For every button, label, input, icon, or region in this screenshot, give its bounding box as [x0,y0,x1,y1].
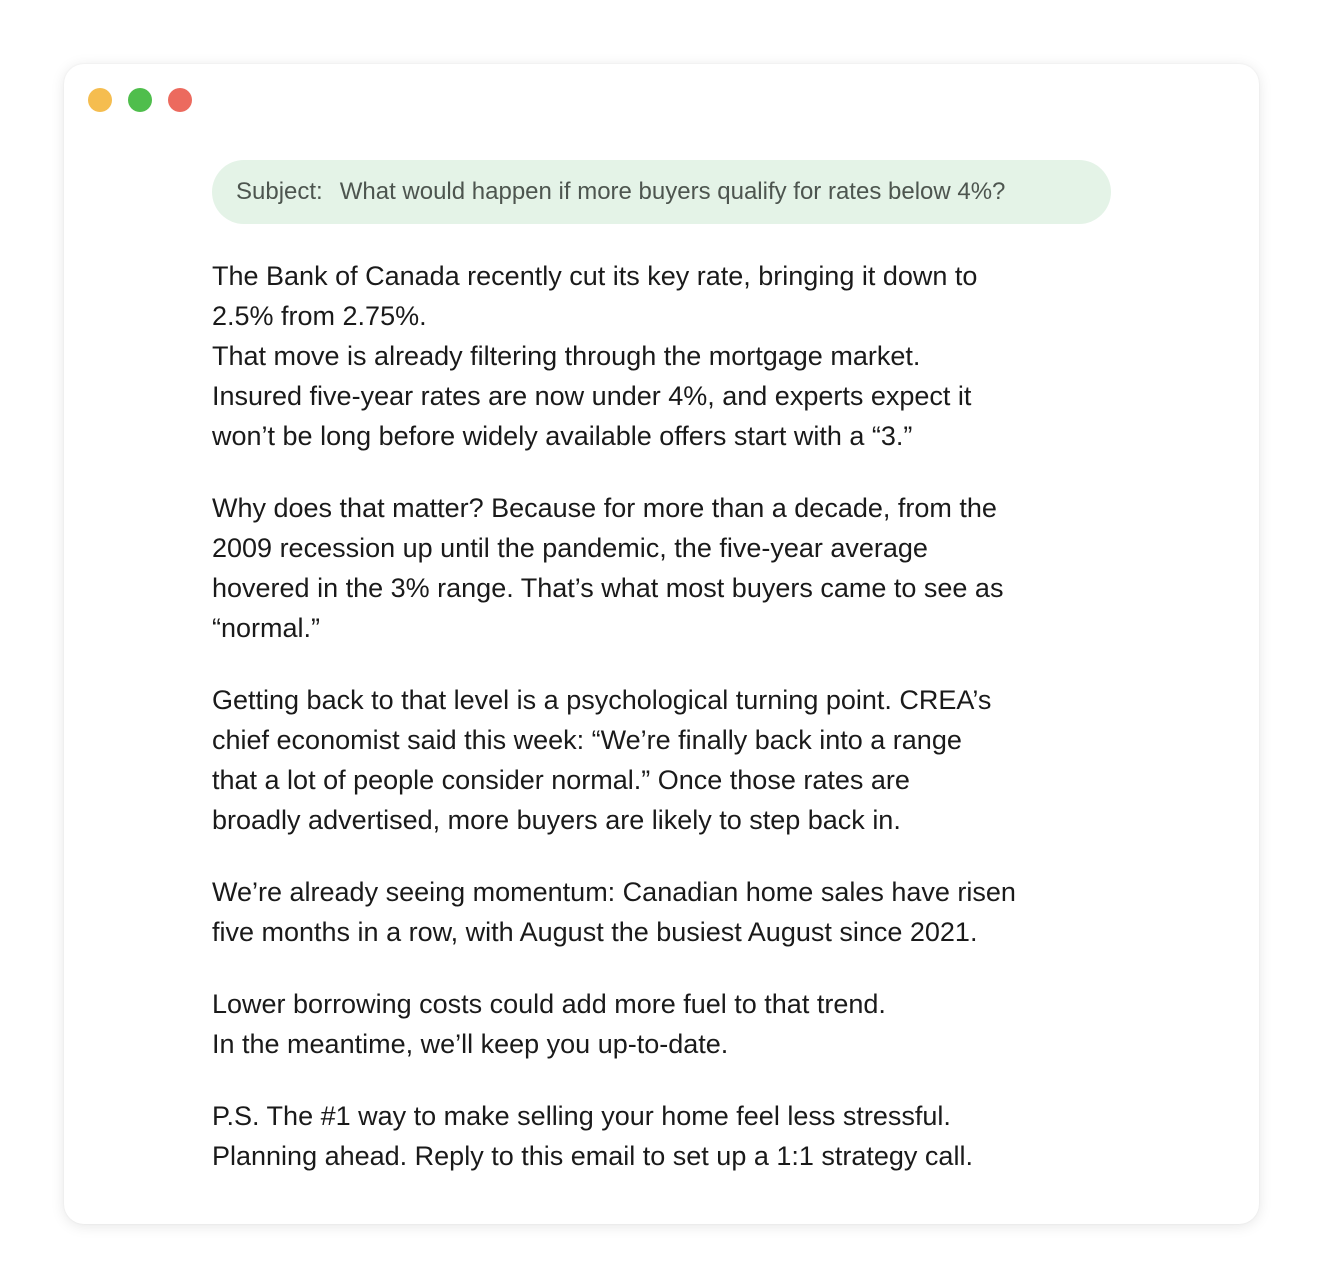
minimize-button[interactable] [88,88,112,112]
body-line: “normal.” [212,613,321,643]
body-paragraph [212,1096,1112,1176]
body-line: five months in a row, with August the busiest August since 2021. [212,917,978,947]
body-line: Lower borrowing costs could add more fuel to that trend. [212,989,886,1019]
body-line: We’re already seeing momentum: Canadian home sales have risen [212,877,1016,907]
body-line: That move is already filtering through the mortgage market. [212,341,921,371]
subject-pill [212,160,1111,224]
body-line: that a lot of people consider normal.” Once those rates are [212,765,910,795]
body-paragraph [212,872,1112,952]
body-line: The Bank of Canada recently cut its key rate, bringing it down to [212,261,978,291]
maximize-button[interactable] [128,88,152,112]
close-button[interactable] [168,88,192,112]
body-paragraph [212,680,1112,840]
email-window [64,64,1259,1224]
window-controls [88,88,192,112]
body-line: 2009 recession up until the pandemic, the five-year average [212,533,928,563]
body-line: Planning ahead. Reply to this email to set up a 1:1 strategy call. [212,1141,973,1171]
body-paragraph [212,984,1112,1064]
body-line: broadly advertised, more buyers are likely to step back in. [212,805,901,835]
body-line: Getting back to that level is a psychological turning point. CREA’s [212,685,992,715]
body-line: P.S. The #1 way to make selling your home feel less stressful. [212,1101,951,1131]
body-line: In the meantime, we’ll keep you up-to-date. [212,1029,729,1059]
body-line: 2.5% from 2.75%. [212,301,427,331]
subject-text: What would happen if more buyers qualify for rates below 4%? [339,178,1006,205]
body-paragraph [212,256,1112,456]
body-line: chief economist said this week: “We’re finally back into a range [212,725,962,755]
body-paragraph [212,488,1112,648]
subject-label: Subject: [236,178,323,205]
email-body [212,256,1112,1176]
body-line: hovered in the 3% range. That’s what most buyers came to see as [212,573,1004,603]
body-line: Insured five-year rates are now under 4%, and experts expect it [212,381,972,411]
body-line: won’t be long before widely available offers start with a “3.” [212,421,913,451]
body-line: Why does that matter? Because for more than a decade, from the [212,493,997,523]
